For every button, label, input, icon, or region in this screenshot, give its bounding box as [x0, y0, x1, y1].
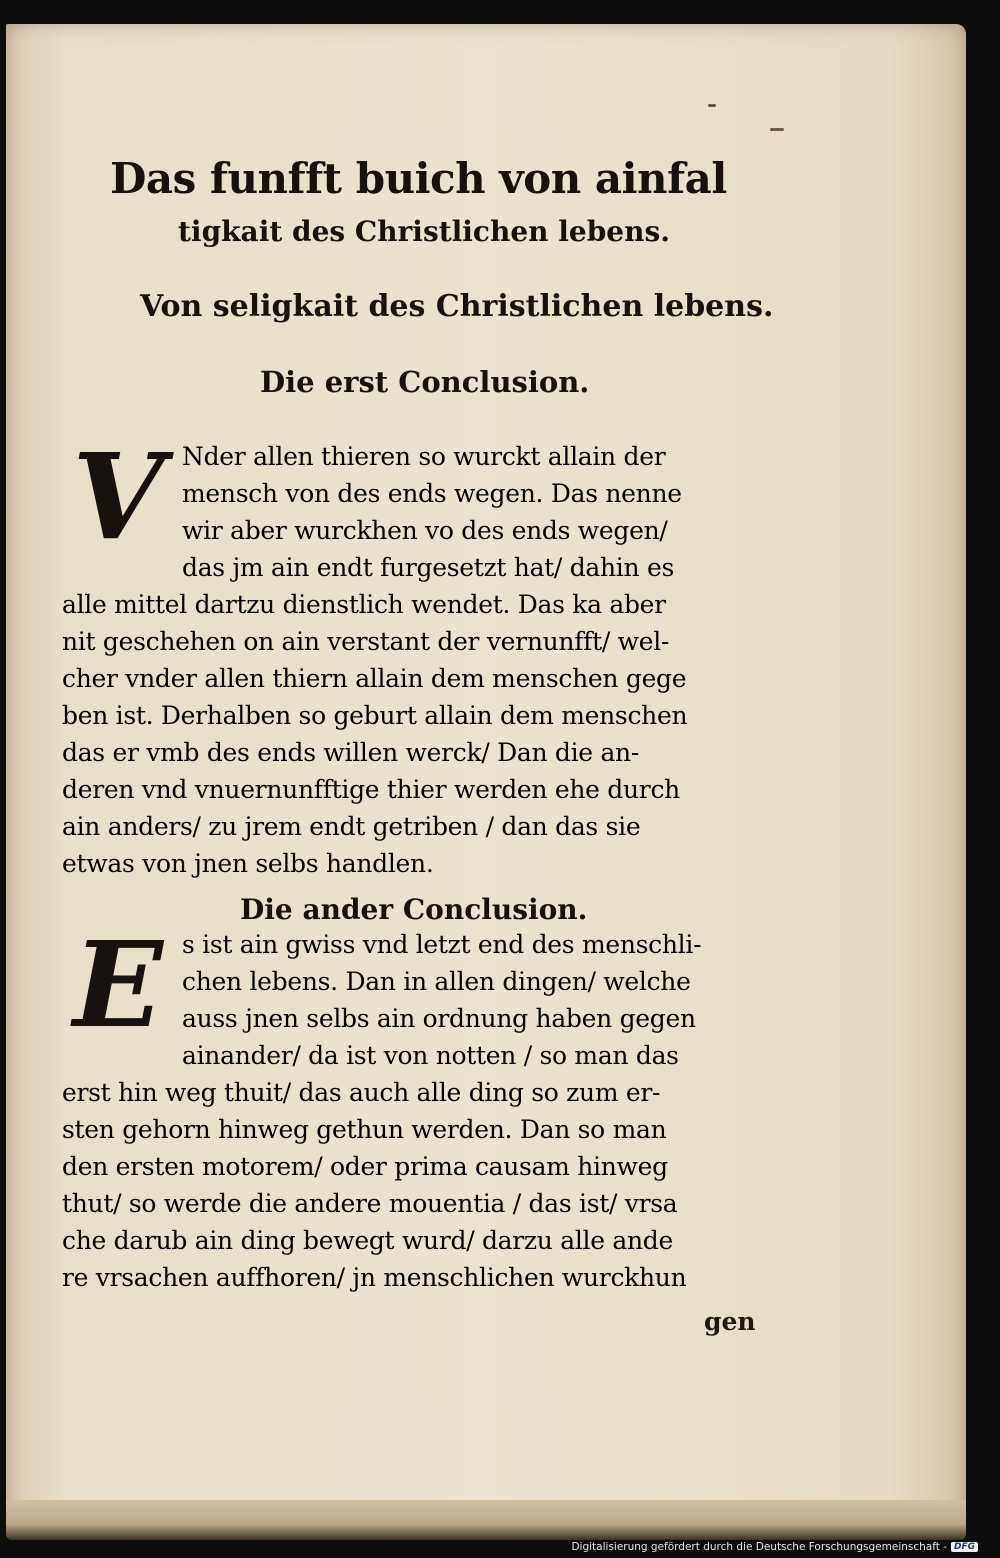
text-line: re vrsachen auffhoren/ jn menschlichen wurckhun — [62, 1263, 687, 1292]
footer-credit-text: Digitalisierung gefördert durch die Deutsche Forschungsgemeinschaft - — [571, 1541, 947, 1553]
text-line: thut/ so werde die andere mouentia / das ist/ vrsa — [62, 1189, 678, 1218]
text-line: wir aber wurckhen vo des ends wegen/ — [182, 516, 668, 545]
text-line: das er vmb des ends willen werck/ Dan die an- — [62, 738, 639, 767]
text-line: deren vnd vnuernunfftige thier werden ehe durch — [62, 775, 680, 804]
text-line: das jm ain endt furgesetzt hat/ dahin es — [182, 553, 674, 582]
text-line: cher vnder allen thiern allain dem menschen gege — [62, 664, 687, 693]
text-line: ain anders/ zu jrem endt getriben / dan das sie — [62, 812, 641, 841]
text-line: alle mittel dartzu dienstlich wendet. Das ka aber — [62, 590, 666, 619]
page-title-line-1: Das funfft buich von ainfal — [110, 154, 727, 203]
text-line: auss jnen selbs ain ordnung haben gegen — [182, 1004, 696, 1033]
section-text-2 — [62, 915, 767, 1296]
page-bottom-edge — [6, 1500, 966, 1540]
text-line: ben ist. Derhalben so geburt allain dem menschen — [62, 701, 688, 730]
section-heading-1: Die erst Conclusion. — [260, 365, 590, 399]
text-line: etwas von jnen selbs handlen. — [62, 849, 434, 878]
text-line: Nder allen thieren so wurckt allain der — [182, 442, 666, 471]
dfg-logo: DFG — [951, 1542, 978, 1552]
digitization-footer — [571, 1538, 978, 1556]
text-line: den ersten motorem/ oder prima causam hinweg — [62, 1152, 668, 1181]
dropcap-initial-1: V — [72, 427, 164, 566]
dropcap-initial-2: E — [73, 915, 163, 1054]
text-line: sten gehorn hinweg gethun werden. Dan so man — [62, 1115, 667, 1144]
page-title-line-2: tigkait des Christlichen lebens. — [178, 215, 670, 248]
catchword: gen — [704, 1307, 756, 1336]
ink-speck — [770, 128, 784, 131]
text-line: ainander/ da ist von notten / so man das — [182, 1041, 679, 1070]
text-line: s ist ain gwiss vnd letzt end des menschli- — [182, 930, 702, 959]
text-line: erst hin weg thuit/ das auch alle ding so zum er- — [62, 1078, 661, 1107]
text-line: chen lebens. Dan in allen dingen/ welche — [182, 967, 691, 996]
section-text-1 — [62, 427, 767, 882]
ink-speck — [708, 104, 716, 107]
chapter-subtitle: Von seligkait des Christlichen lebens. — [140, 289, 774, 324]
text-line: nit geschehen on ain verstant der vernunfft/ wel- — [62, 627, 670, 656]
text-line: mensch von des ends wegen. Das nenne — [182, 479, 682, 508]
section-heading-2: Die ander Conclusion. — [240, 893, 588, 926]
text-line: che darub ain ding bewegt wurd/ darzu alle ande — [62, 1226, 673, 1255]
